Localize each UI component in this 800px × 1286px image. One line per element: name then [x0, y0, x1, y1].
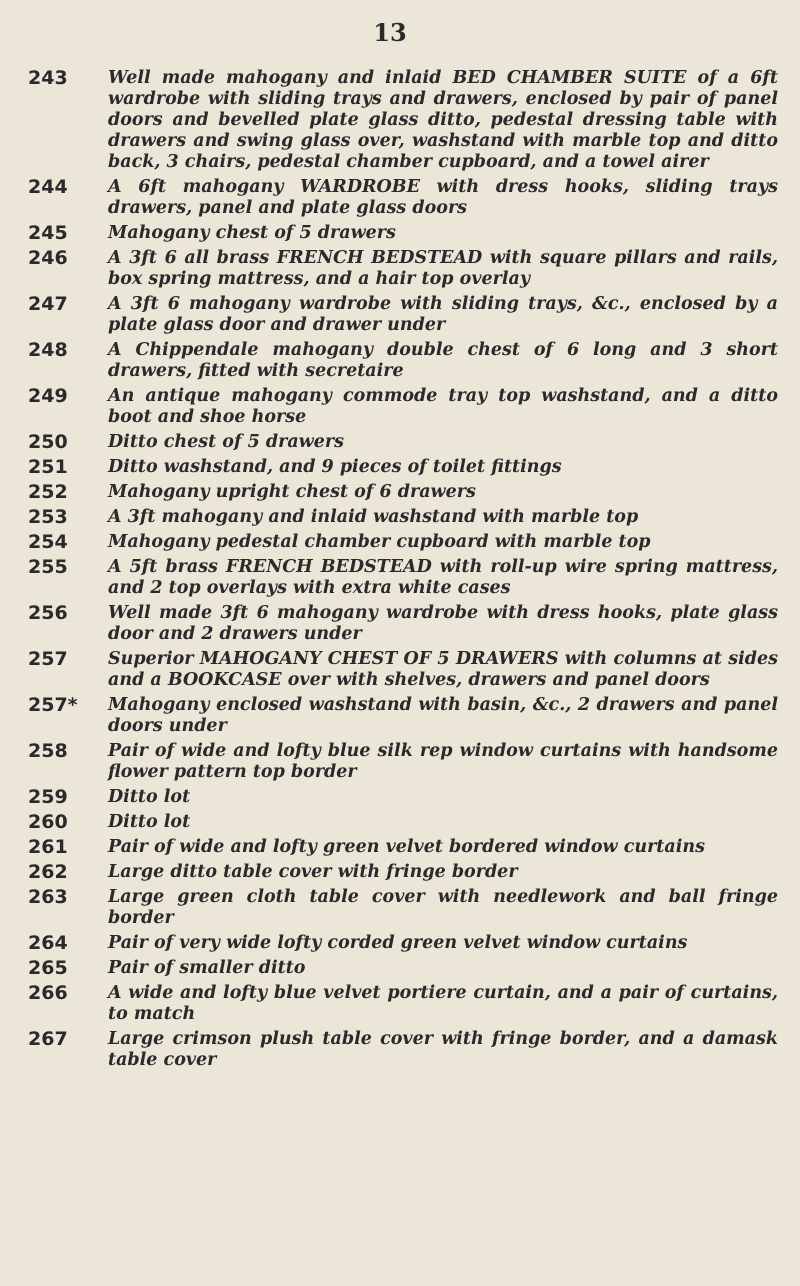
lot-description: Pair of very wide lofty corded green velvet window curtains: [108, 933, 688, 953]
lot-description: Ditto chest of 5 drawers: [108, 432, 344, 452]
lot-description: Mahogany pedestal chamber cupboard with marble top: [108, 532, 651, 552]
lot-entry: [28, 887, 778, 929]
lot-number: 261: [28, 836, 68, 858]
lot-list: [28, 68, 778, 1075]
lot-entry: [28, 933, 778, 954]
lot-description: Well made 3ft 6 mahogany wardrobe with dress hooks, plate glass door and 2 drawers under: [108, 603, 778, 644]
lot-number: 253: [28, 506, 68, 528]
lot-description: Superior MAHOGANY CHEST OF 5 DRAWERS with columns at sides and a BOOKCASE over with shelves, drawers and panel doors: [108, 649, 778, 690]
lot-description: A 3ft 6 all brass FRENCH BEDSTEAD with square pillars and rails, box spring mattress, and a hair top overlay: [108, 248, 778, 289]
lot-description: Mahogany upright chest of 6 drawers: [108, 482, 476, 502]
lot-entry: [28, 457, 778, 478]
lot-description: Large crimson plush table cover with fringe border, and a damask table cover: [108, 1029, 778, 1070]
lot-number: 250: [28, 431, 68, 453]
lot-entry: [28, 1029, 778, 1071]
lot-description: Pair of smaller ditto: [108, 958, 306, 978]
lot-entry: [28, 248, 778, 290]
lot-entry: [28, 432, 778, 453]
lot-entry: [28, 649, 778, 691]
lot-description: Pair of wide and lofty green velvet bordered window curtains: [108, 837, 705, 857]
lot-entry: [28, 812, 778, 833]
lot-number: 245: [28, 222, 68, 244]
lot-number: 258: [28, 740, 68, 762]
lot-number: 252: [28, 481, 68, 503]
lot-entry: [28, 177, 778, 219]
lot-description: Pair of wide and lofty blue silk rep window curtains with handsome flower pattern top border: [108, 741, 778, 782]
lot-entry: [28, 603, 778, 645]
lot-entry: [28, 340, 778, 382]
lot-description: Large ditto table cover with fringe border: [108, 862, 518, 882]
lot-entry: [28, 983, 778, 1025]
lot-entry: [28, 787, 778, 808]
lot-entry: [28, 741, 778, 783]
lot-description: An antique mahogany commode tray top washstand, and a ditto boot and shoe horse: [108, 386, 778, 427]
lot-description: A 3ft mahogany and inlaid washstand with marble top: [108, 507, 639, 527]
lot-description: A 5ft brass FRENCH BEDSTEAD with roll-up wire spring mattress, and 2 top overlays with extra white cases: [108, 557, 778, 598]
lot-number: 260: [28, 811, 68, 833]
lot-description: A Chippendale mahogany double chest of 6 long and 3 short drawers, fitted with secretaire: [108, 340, 778, 381]
lot-entry: [28, 862, 778, 883]
lot-description: Well made mahogany and inlaid BED CHAMBER SUITE of a 6ft wardrobe with sliding trays and drawers, enclosed by pair of panel doors and bevelled plate glass ditto, pedestal dressing table with drawers and swing glass over, washstand with marble top and ditto back, 3 chairs, pedestal chamber cupboard, and a towel airer: [108, 68, 778, 172]
lot-number: 243: [28, 67, 68, 89]
lot-number: 246: [28, 247, 68, 269]
lot-entry: [28, 68, 778, 173]
lot-number: 255: [28, 556, 68, 578]
lot-description: Ditto washstand, and 9 pieces of toilet fittings: [108, 457, 562, 477]
lot-number: 267: [28, 1028, 68, 1050]
lot-number: 263: [28, 886, 68, 908]
lot-entry: [28, 482, 778, 503]
lot-entry: [28, 507, 778, 528]
lot-entry: [28, 958, 778, 979]
lot-number: 257: [28, 648, 68, 670]
lot-number: 264: [28, 932, 68, 954]
lot-description: Mahogany enclosed washstand with basin, &c., 2 drawers and panel doors under: [108, 695, 778, 736]
lot-entry: [28, 386, 778, 428]
lot-description: A wide and lofty blue velvet portiere curtain, and a pair of curtains, to match: [108, 983, 778, 1024]
lot-description: A 3ft 6 mahogany wardrobe with sliding trays, &c., enclosed by a plate glass door and drawer under: [108, 294, 778, 335]
lot-description: Mahogany chest of 5 drawers: [108, 223, 396, 243]
lot-number: 248: [28, 339, 68, 361]
lot-number: 259: [28, 786, 68, 808]
lot-number: 257*: [28, 694, 78, 716]
lot-description: Ditto lot: [108, 812, 191, 832]
lot-number: 247: [28, 293, 68, 315]
lot-entry: [28, 294, 778, 336]
lot-entry: [28, 837, 778, 858]
lot-number: 266: [28, 982, 68, 1004]
lot-number: 262: [28, 861, 68, 883]
lot-entry: [28, 532, 778, 553]
lot-number: 265: [28, 957, 68, 979]
lot-number: 249: [28, 385, 68, 407]
lot-number: 256: [28, 602, 68, 624]
lot-entry: [28, 223, 778, 244]
page-number: 13: [373, 18, 407, 47]
lot-entry: [28, 695, 778, 737]
lot-number: 254: [28, 531, 68, 553]
lot-entry: [28, 557, 778, 599]
lot-number: 251: [28, 456, 68, 478]
lot-description: Large green cloth table cover with needlework and ball fringe border: [108, 887, 778, 928]
lot-description: Ditto lot: [108, 787, 191, 807]
lot-description: A 6ft mahogany WARDROBE with dress hooks, sliding trays drawers, panel and plate glass doors: [108, 177, 778, 218]
lot-number: 244: [28, 176, 68, 198]
